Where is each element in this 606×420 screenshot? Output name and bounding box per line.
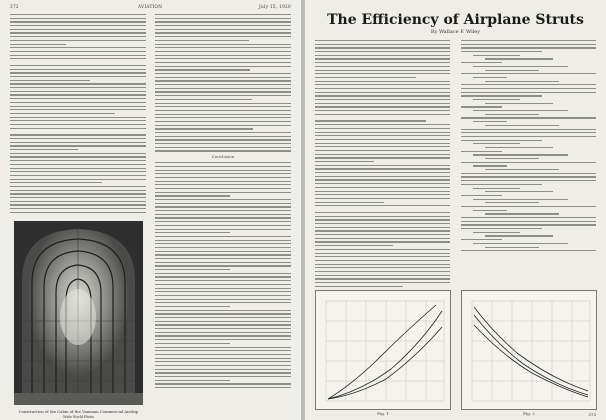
text-line [10, 87, 146, 88]
equation-line [485, 169, 559, 170]
text-line [10, 142, 146, 143]
text-line [155, 221, 291, 222]
text-line [315, 66, 450, 67]
text-line [155, 313, 291, 314]
text-line [10, 83, 146, 84]
text-line [10, 145, 146, 146]
fig-2-graph [462, 291, 596, 409]
text-line [10, 44, 66, 45]
text-line [315, 187, 450, 188]
equation-line [461, 44, 596, 45]
text-line [10, 18, 146, 19]
text-line [155, 262, 291, 263]
text-line [155, 324, 291, 325]
text-line [10, 124, 146, 125]
equation-line [461, 95, 542, 96]
text-line [155, 188, 291, 189]
cabin-interior-image [14, 221, 143, 405]
equation-line [461, 250, 596, 251]
text-line [155, 143, 291, 144]
equation-line [461, 62, 502, 63]
left-page [0, 0, 301, 420]
text-line [315, 77, 416, 78]
text-line [155, 280, 291, 281]
equation-line [473, 99, 520, 100]
equation-line [461, 184, 542, 185]
text-line [155, 181, 291, 182]
text-line [315, 264, 450, 265]
equation-line [461, 162, 596, 163]
text-line [315, 157, 450, 158]
text-line [155, 383, 291, 384]
text-line [10, 182, 102, 183]
text-column-left-2 [155, 14, 291, 408]
text-line [155, 136, 291, 137]
equation-line [461, 92, 596, 93]
text-line [155, 335, 291, 336]
text-line [155, 354, 291, 355]
equation-line [485, 125, 559, 126]
text-line [155, 177, 291, 178]
text-column-left-1 [10, 14, 146, 214]
equation-line [473, 210, 507, 211]
text-line [155, 91, 291, 92]
equation-line [473, 110, 568, 111]
text-line [10, 98, 146, 99]
text-line [315, 168, 450, 169]
text-line [10, 69, 146, 70]
issue-date: July 15, 1920 [259, 4, 291, 9]
text-line [155, 258, 291, 259]
text-line [315, 51, 450, 52]
text-line [10, 58, 146, 59]
equation-line [485, 103, 553, 104]
text-line [10, 113, 115, 114]
text-line [315, 241, 450, 242]
text-line [155, 387, 291, 388]
text-line [155, 150, 291, 151]
text-line [155, 40, 249, 41]
text-line [10, 65, 146, 66]
text-line [155, 88, 291, 89]
text-line [155, 184, 291, 185]
text-line [155, 47, 291, 48]
text-line [155, 18, 291, 19]
text-line [315, 150, 450, 151]
text-line [155, 361, 291, 362]
text-line [155, 276, 291, 277]
text-line [315, 84, 450, 85]
photo-credit: Wide World Photo [63, 415, 94, 419]
text-line [315, 143, 450, 144]
text-line [10, 128, 146, 129]
text-line [155, 225, 291, 226]
text-line [155, 214, 291, 215]
text-line [155, 58, 291, 59]
text-line [315, 70, 450, 71]
text-line [10, 80, 90, 81]
text-line [10, 201, 146, 202]
text-line [315, 253, 450, 254]
text-line [155, 114, 291, 115]
text-line [10, 120, 146, 121]
text-line [155, 66, 291, 67]
text-line [10, 138, 146, 139]
text-line [155, 358, 291, 359]
text-line [315, 245, 393, 246]
text-line [155, 291, 291, 292]
text-line [315, 191, 450, 192]
text-line [155, 84, 291, 85]
equation-line [461, 180, 596, 181]
text-line [155, 310, 291, 311]
text-line [10, 25, 146, 26]
text-line [315, 205, 450, 206]
text-line [155, 265, 291, 266]
text-line [315, 286, 403, 287]
text-line [10, 117, 146, 118]
text-line [315, 99, 450, 100]
equation-line [485, 191, 553, 192]
text-line [315, 106, 450, 107]
text-line [10, 40, 146, 41]
text-line [315, 183, 450, 184]
text-line [155, 36, 291, 37]
text-line [155, 125, 291, 126]
equation-line [473, 77, 507, 78]
text-line [315, 179, 450, 180]
text-line [10, 76, 146, 77]
text-line [155, 273, 291, 274]
equation-line [461, 206, 596, 207]
text-line [155, 343, 230, 344]
text-line [315, 95, 450, 96]
equation-line [461, 176, 596, 177]
text-line [10, 193, 146, 194]
text-line [315, 161, 374, 162]
text-line [315, 219, 450, 220]
text-line [155, 106, 291, 107]
section-subheading: Conclusion [211, 154, 235, 160]
equation-line [473, 232, 520, 233]
equation-line [473, 66, 568, 67]
equation-line [485, 235, 553, 236]
text-line [155, 284, 291, 285]
text-line [155, 29, 291, 30]
text-line [10, 55, 146, 56]
text-line [10, 21, 146, 22]
text-line [315, 172, 450, 173]
text-line [315, 249, 450, 250]
text-line [155, 295, 291, 296]
text-line [155, 328, 291, 329]
text-line [10, 109, 146, 110]
text-line [315, 135, 450, 136]
text-line [155, 372, 291, 373]
text-line [155, 210, 291, 211]
equation-line [461, 217, 596, 218]
equation-line [461, 239, 502, 240]
text-line [315, 73, 450, 74]
text-line [155, 306, 230, 307]
text-line [315, 256, 450, 257]
equation-line [461, 173, 596, 174]
fig-1-label: Fig. 1 [377, 411, 389, 416]
text-line [315, 44, 450, 45]
text-line [315, 212, 450, 213]
text-line [10, 47, 146, 48]
text-line [315, 194, 450, 195]
text-line [155, 73, 291, 74]
equation-line [485, 147, 553, 148]
equation-line [461, 40, 596, 41]
text-line [10, 164, 146, 165]
text-line [10, 51, 146, 52]
text-line [315, 124, 450, 125]
photo-caption: Construction of the Cabin of the Vaniman Commercial Airship [18, 409, 139, 414]
text-line [10, 94, 146, 95]
equation-line [461, 51, 542, 52]
text-line [155, 236, 291, 237]
airship-cabin-photo [14, 221, 143, 419]
text-line [155, 217, 291, 218]
text-line [315, 154, 450, 155]
text-line [155, 203, 291, 204]
text-line [155, 139, 291, 140]
text-line [155, 55, 291, 56]
equation-line [473, 55, 520, 56]
text-line [155, 166, 291, 167]
text-line [315, 128, 450, 129]
text-line [155, 232, 230, 233]
text-line [315, 238, 450, 239]
text-line [155, 14, 291, 15]
text-line [315, 114, 450, 115]
equation-line [485, 70, 539, 71]
text-line [315, 81, 450, 82]
page-number-left: 372 [10, 4, 19, 9]
text-line [155, 302, 291, 303]
text-line [315, 103, 450, 104]
text-line [155, 21, 291, 22]
equation-line [461, 136, 596, 137]
text-line [155, 365, 291, 366]
text-line [10, 204, 146, 205]
text-line [10, 175, 146, 176]
equation-line [485, 247, 539, 248]
equation-line [461, 151, 502, 152]
text-line [315, 120, 426, 121]
text-line [155, 288, 291, 289]
text-line [315, 110, 450, 111]
text-line [155, 95, 291, 96]
text-line [10, 102, 146, 103]
text-line [315, 260, 450, 261]
text-line [155, 77, 291, 78]
text-line [315, 278, 450, 279]
equation-line [473, 188, 520, 189]
text-line [155, 147, 291, 148]
text-line [315, 223, 450, 224]
equation-line [461, 117, 596, 118]
text-line [10, 29, 146, 30]
equation-line [485, 213, 559, 214]
text-line [315, 58, 450, 59]
text-line [155, 121, 291, 122]
text-line [155, 132, 291, 133]
text-line [155, 110, 291, 111]
text-line [315, 176, 450, 177]
text-line [155, 162, 291, 163]
equation-line [461, 224, 596, 225]
text-line [10, 168, 146, 169]
text-line [315, 47, 450, 48]
text-line [155, 229, 291, 230]
text-line [155, 51, 291, 52]
equations-column [461, 40, 596, 288]
text-line [155, 25, 291, 26]
text-line [155, 247, 291, 248]
text-line [315, 271, 450, 272]
text-column-right-1 [315, 40, 450, 288]
text-line [315, 267, 450, 268]
text-line [155, 299, 291, 300]
text-line [155, 269, 230, 270]
text-line [315, 132, 450, 133]
text-line [10, 72, 146, 73]
text-line [155, 80, 291, 81]
equation-line [461, 84, 596, 85]
text-line [10, 91, 146, 92]
text-line [155, 350, 291, 351]
text-line [155, 251, 291, 252]
text-line [315, 139, 450, 140]
fig-2-label: Fig. 2 [523, 411, 535, 416]
equation-line [473, 121, 507, 122]
text-line [315, 275, 450, 276]
text-line [10, 36, 146, 37]
text-line [10, 208, 146, 209]
text-line [315, 234, 450, 235]
equation-line [461, 73, 596, 74]
text-line [155, 62, 291, 63]
text-line [315, 40, 450, 41]
text-line [315, 227, 450, 228]
equation-line [473, 199, 568, 200]
equation-line [485, 81, 559, 82]
text-line [315, 88, 450, 89]
text-line [10, 186, 146, 187]
text-line [315, 62, 450, 63]
text-line [315, 202, 384, 203]
text-line [155, 192, 291, 193]
text-line [10, 197, 146, 198]
text-line [10, 14, 146, 15]
text-line [155, 321, 291, 322]
text-line [10, 190, 146, 191]
text-line [155, 44, 291, 45]
equation-line [485, 158, 539, 159]
text-line [155, 317, 291, 318]
equation-line [461, 195, 502, 196]
text-line [315, 146, 450, 147]
equation-line [473, 243, 568, 244]
text-line [315, 230, 450, 231]
text-line [315, 55, 450, 56]
text-line [10, 149, 78, 150]
text-line [155, 339, 291, 340]
text-line [315, 165, 450, 166]
text-line [10, 156, 146, 157]
text-line [155, 240, 291, 241]
running-head: AVIATION [138, 4, 163, 9]
equation-line [461, 47, 596, 48]
text-line [315, 282, 450, 283]
text-line [10, 171, 146, 172]
equation-line [461, 228, 542, 229]
article-byline: By Wallace F. Wiley [430, 29, 481, 35]
text-line [10, 106, 146, 107]
page-number-right: 373 [588, 412, 596, 417]
text-line [155, 117, 291, 118]
text-line [155, 69, 250, 70]
text-line [10, 212, 146, 213]
text-line [155, 128, 253, 129]
text-line [155, 347, 291, 348]
fig-1-graph [316, 291, 450, 409]
text-line [315, 216, 450, 217]
text-line [315, 92, 450, 93]
equation-line [461, 140, 542, 141]
equation-line [461, 132, 596, 133]
equation-line [485, 58, 553, 59]
figure-1 [315, 290, 451, 416]
text-line [155, 99, 252, 100]
text-line [10, 179, 146, 180]
equation-line [461, 221, 596, 222]
equation-line [485, 114, 539, 115]
text-line [10, 134, 146, 135]
text-line [315, 198, 450, 199]
equation-line [473, 154, 568, 155]
text-line [155, 170, 291, 171]
text-line [155, 199, 291, 200]
equation-line [473, 143, 520, 144]
equation-line [461, 106, 502, 107]
text-line [155, 376, 291, 377]
right-page [305, 0, 606, 420]
text-line [155, 380, 230, 381]
text-line [155, 103, 291, 104]
text-line [155, 254, 291, 255]
article-title: The Efficiency of Airplane Struts [327, 12, 584, 28]
equation-line [473, 165, 507, 166]
text-line [155, 195, 230, 196]
text-line [155, 332, 291, 333]
text-line [155, 206, 291, 207]
text-line [155, 369, 291, 370]
text-line [155, 173, 291, 174]
text-line [10, 32, 146, 33]
text-line [155, 32, 291, 33]
text-line [10, 153, 146, 154]
equation-line [461, 88, 596, 89]
equation-line [485, 202, 539, 203]
text-line [155, 243, 291, 244]
text-line [10, 160, 146, 161]
equation-line [461, 129, 596, 130]
